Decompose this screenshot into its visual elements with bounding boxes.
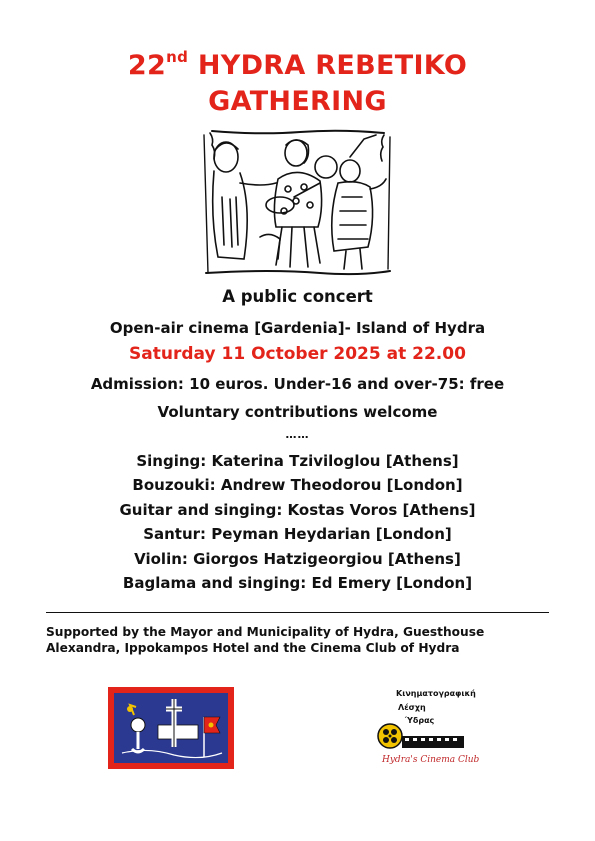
- rebetiko-musicians-illustration: [200, 127, 396, 277]
- performer-line: Guitar and singing: Kostas Voros [Athens]: [119, 500, 476, 519]
- poster-title: [0, 48, 595, 120]
- separator-dots: ……: [285, 428, 310, 441]
- title-ordinal-number: 22: [127, 50, 167, 81]
- cinema-club-greek-name: [396, 687, 476, 728]
- municipal-flag-emblem-logo: [108, 687, 234, 769]
- horizontal-divider: [46, 612, 549, 613]
- cinema-club-greek-line: Κινηματογραφική: [396, 689, 476, 698]
- contributions-text: Voluntary contributions welcome: [157, 403, 438, 421]
- title-ordinal-suffix: nd: [166, 48, 189, 66]
- performer-line: Bouzouki: Andrew Theodorou [London]: [132, 476, 463, 495]
- performer-line: Violin: Giorgos Hatzigeorgiou [Athens]: [134, 549, 461, 568]
- title-line-1: [0, 48, 595, 84]
- performer-line: Santur: Peyman Heydarian [London]: [143, 525, 452, 544]
- title-line-2: GATHERING: [208, 86, 387, 117]
- cinema-club-greek-line: Ύδρας: [405, 716, 435, 725]
- admission-text: Admission: 10 euros. Under-16 and over-75: free: [90, 375, 505, 393]
- performer-line: Singing: Katerina Tziviloglou [Athens]: [136, 452, 459, 470]
- supporters-text: Supported by the Mayor and Municipality of Hydra, Guesthouse Alexandra, Ippokampos Hotel and the Cinema Club of Hydra: [46, 625, 485, 655]
- concert-heading: A public concert: [222, 287, 373, 306]
- cinema-club-greek-line: Λέσχη: [398, 702, 426, 712]
- performer-list: [0, 449, 595, 595]
- event-date: Saturday 11 October 2025 at 22.00: [129, 344, 466, 364]
- venue-text: Open-air cinema [Gardenia]- Island of Hydra: [109, 319, 486, 337]
- cinema-club-english-name: Hydra's Cinema Club: [382, 755, 480, 765]
- performer-line: Baglama and singing: Ed Emery [London]: [122, 573, 473, 592]
- title-line-1-text: HYDRA REBETIKO: [188, 50, 468, 81]
